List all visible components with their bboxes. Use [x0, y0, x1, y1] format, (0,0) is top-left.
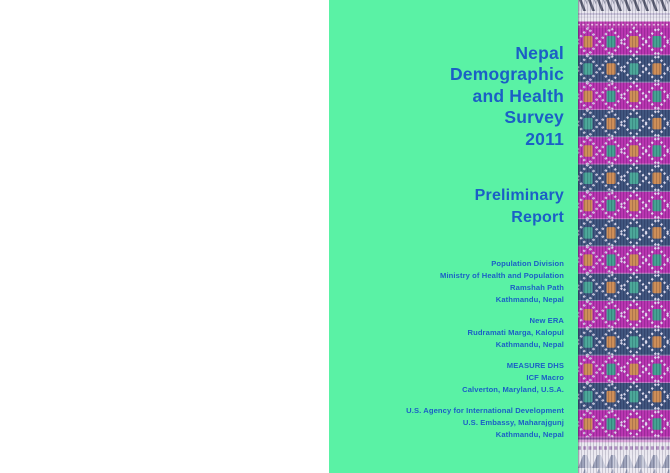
- credit-line: ICF Macro: [526, 373, 564, 382]
- credit-block-measure-dhs: [406, 360, 564, 396]
- credit-line: U.S. Embassy, Maharajgunj: [462, 418, 564, 427]
- report-subtitle-line: Preliminary: [474, 187, 564, 204]
- report-title-line: and Health: [472, 85, 564, 106]
- credit-block-population-division: [406, 258, 564, 306]
- report-title-line: 2011: [525, 128, 564, 149]
- report-title: [450, 43, 564, 150]
- cover-left-blank-panel: [0, 0, 329, 473]
- report-subtitle-line: Report: [511, 209, 564, 226]
- publisher-credits: [406, 258, 564, 441]
- credit-line: MEASURE DHS: [506, 361, 564, 370]
- credit-block-new-era: [406, 315, 564, 351]
- dhaka-textile-pattern: [578, 0, 670, 473]
- cover-main-panel: [329, 0, 578, 473]
- credit-line: Ministry of Health and Population: [440, 271, 564, 280]
- credit-line: Ramshah Path: [510, 283, 564, 292]
- credit-line: New ERA: [529, 316, 564, 325]
- credit-line: Calverton, Maryland, U.S.A.: [462, 385, 564, 394]
- credit-line: Kathmandu, Nepal: [495, 295, 564, 304]
- credit-block-usaid: [406, 405, 564, 441]
- credit-line: Population Division: [491, 259, 564, 268]
- report-subtitle: [475, 185, 564, 229]
- dhaka-textile-strip: [578, 0, 670, 473]
- report-title-line: Demographic: [449, 64, 564, 85]
- credit-line: Rudramati Marga, Kalopul: [467, 328, 564, 337]
- report-title-line: Nepal: [515, 43, 564, 63]
- credit-line: Kathmandu, Nepal: [495, 340, 564, 349]
- credit-line: Kathmandu, Nepal: [495, 430, 564, 439]
- credit-line: U.S. Agency for International Development: [406, 406, 564, 415]
- report-title-line: Survey: [504, 107, 564, 128]
